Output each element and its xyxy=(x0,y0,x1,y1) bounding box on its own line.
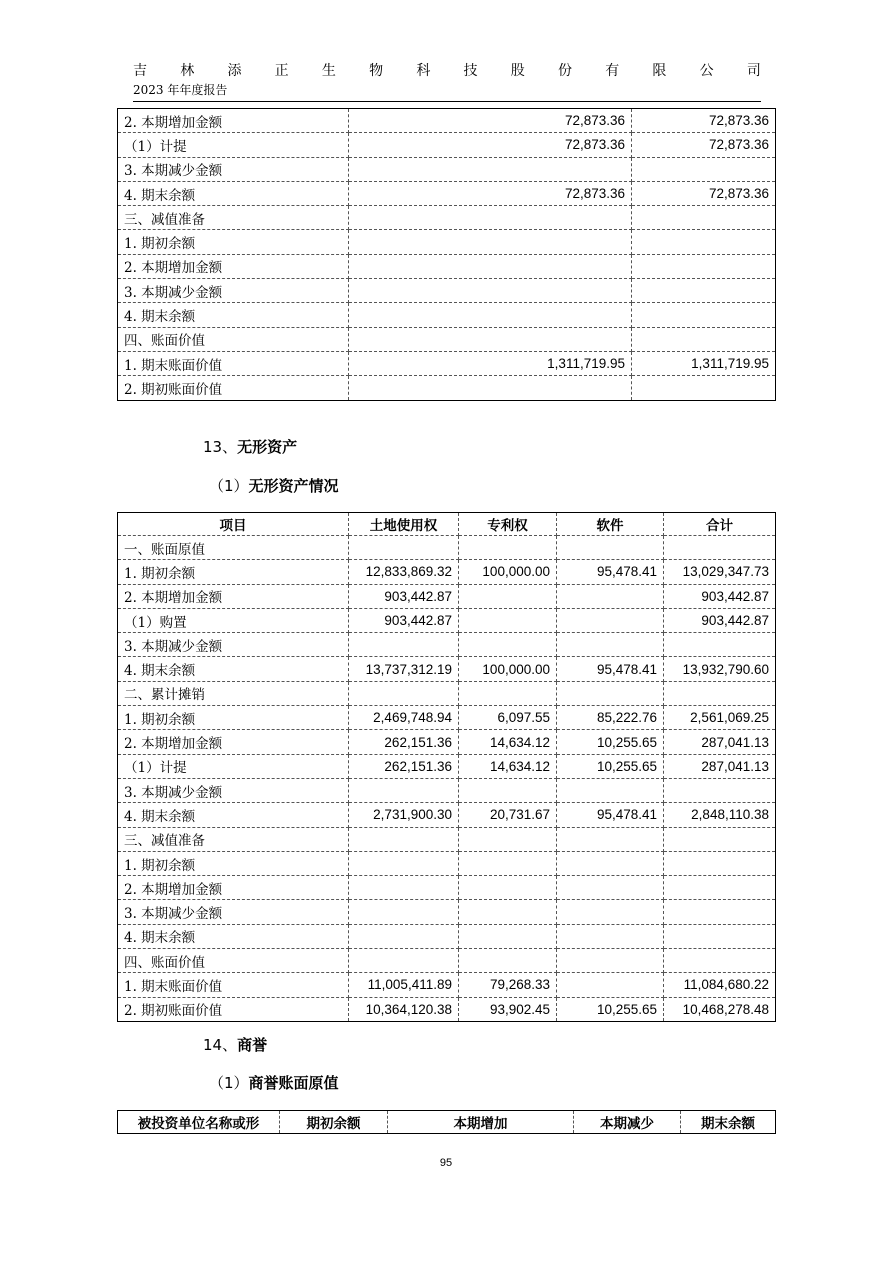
table-row xyxy=(118,133,776,157)
table-row xyxy=(118,876,776,900)
table-cell xyxy=(664,949,776,973)
table-cell: 72,873.36 xyxy=(632,133,776,157)
row-label: 2. 本期增加金额 xyxy=(118,109,349,133)
table-cell: 95,478.41 xyxy=(557,560,664,584)
table-cell xyxy=(349,327,632,351)
table-cell xyxy=(349,279,632,303)
table-cell xyxy=(459,851,557,875)
table-row xyxy=(118,206,776,230)
table-cell xyxy=(664,681,776,705)
table-cell: 20,731.67 xyxy=(459,803,557,827)
row-label: 2. 本期增加金额 xyxy=(118,584,349,608)
table-cell xyxy=(349,303,632,327)
fixed-asset-table-continued xyxy=(117,108,776,401)
table-row xyxy=(118,851,776,875)
row-label: 4. 期末余额 xyxy=(118,657,349,681)
row-label: 四、账面价值 xyxy=(118,949,349,973)
row-label: 4. 期末余额 xyxy=(118,924,349,948)
row-label: 3. 本期减少金额 xyxy=(118,778,349,802)
goodwill-table xyxy=(117,1110,776,1134)
table-cell xyxy=(557,778,664,802)
row-label: 2. 期初账面价值 xyxy=(118,376,349,400)
table-row xyxy=(118,254,776,278)
row-label: 1. 期初余额 xyxy=(118,560,349,584)
table-row xyxy=(118,706,776,730)
table-row xyxy=(118,109,776,133)
table-cell: 10,468,278.48 xyxy=(664,997,776,1021)
row-label: 2. 本期增加金额 xyxy=(118,730,349,754)
section-13-1-heading: （1）无形资产情况 xyxy=(209,477,339,495)
row-label: 三、减值准备 xyxy=(118,206,349,230)
company-char: 科 xyxy=(416,63,431,79)
column-header: 项目 xyxy=(118,513,349,536)
table-cell: 79,268.33 xyxy=(459,973,557,997)
table-row xyxy=(118,657,776,681)
table-row xyxy=(118,181,776,205)
report-title: 2023 年年度报告 xyxy=(133,83,228,97)
table-cell xyxy=(349,230,632,254)
table-header-row xyxy=(118,1111,776,1134)
table-cell: 903,442.87 xyxy=(664,584,776,608)
page-number: 95 xyxy=(439,1157,453,1169)
table-cell: 72,873.36 xyxy=(632,109,776,133)
table-header-row xyxy=(118,513,776,536)
table-row xyxy=(118,973,776,997)
table-cell xyxy=(664,827,776,851)
company-char: 正 xyxy=(274,63,289,79)
table-cell: 262,151.36 xyxy=(349,730,459,754)
row-label: 1. 期初余额 xyxy=(118,230,349,254)
row-label: 四、账面价值 xyxy=(118,327,349,351)
table-cell: 6,097.55 xyxy=(459,706,557,730)
table-cell: 72,873.36 xyxy=(349,181,632,205)
table-row xyxy=(118,608,776,632)
table-cell xyxy=(632,303,776,327)
row-label: （1）计提 xyxy=(118,754,349,778)
table-cell: 14,634.12 xyxy=(459,754,557,778)
table-cell xyxy=(664,900,776,924)
table-cell xyxy=(664,536,776,560)
row-label: 2. 期初账面价值 xyxy=(118,997,349,1021)
table-cell xyxy=(459,778,557,802)
table-cell xyxy=(459,584,557,608)
table-row xyxy=(118,827,776,851)
table-row xyxy=(118,157,776,181)
table-row xyxy=(118,230,776,254)
table-cell xyxy=(664,924,776,948)
header-rule xyxy=(133,101,761,102)
table-row xyxy=(118,730,776,754)
column-header: 本期减少 xyxy=(574,1111,681,1134)
table-cell xyxy=(459,949,557,973)
table-cell xyxy=(349,949,459,973)
column-header: 本期增加 xyxy=(388,1111,574,1134)
company-char: 限 xyxy=(652,63,667,79)
table-cell: 10,255.65 xyxy=(557,997,664,1021)
table-cell xyxy=(349,206,632,230)
table-cell xyxy=(459,876,557,900)
table-cell: 903,442.87 xyxy=(664,608,776,632)
table-cell: 14,634.12 xyxy=(459,730,557,754)
table-cell xyxy=(349,681,459,705)
table-cell xyxy=(557,876,664,900)
table-cell: 13,029,347.73 xyxy=(664,560,776,584)
company-name xyxy=(133,62,761,80)
column-header: 专利权 xyxy=(459,513,557,536)
row-label: 2. 本期增加金额 xyxy=(118,254,349,278)
table-cell xyxy=(557,584,664,608)
company-char: 添 xyxy=(227,63,242,79)
table-row xyxy=(118,279,776,303)
table-row xyxy=(118,584,776,608)
table-cell: 2,731,900.30 xyxy=(349,803,459,827)
column-header: 被投资单位名称或形 xyxy=(118,1111,280,1134)
table-cell: 10,255.65 xyxy=(557,730,664,754)
table-cell xyxy=(459,924,557,948)
table-row xyxy=(118,351,776,375)
company-char: 林 xyxy=(180,63,195,79)
table-cell: 903,442.87 xyxy=(349,608,459,632)
table-row xyxy=(118,924,776,948)
table-cell: 903,442.87 xyxy=(349,584,459,608)
row-label: （1）购置 xyxy=(118,608,349,632)
table-cell xyxy=(349,900,459,924)
table-row xyxy=(118,303,776,327)
row-label: 3. 本期减少金额 xyxy=(118,279,349,303)
table-cell: 100,000.00 xyxy=(459,560,557,584)
table-row xyxy=(118,376,776,400)
column-header: 期初余额 xyxy=(280,1111,388,1134)
table-cell: 13,737,312.19 xyxy=(349,657,459,681)
row-label: 1. 期末账面价值 xyxy=(118,351,349,375)
column-header: 软件 xyxy=(557,513,664,536)
table-cell: 72,873.36 xyxy=(632,181,776,205)
table-cell: 95,478.41 xyxy=(557,657,664,681)
row-label: 4. 期末余额 xyxy=(118,181,349,205)
row-label: 1. 期初余额 xyxy=(118,706,349,730)
row-label: 一、账面原值 xyxy=(118,536,349,560)
table-cell xyxy=(557,827,664,851)
table-cell: 1,311,719.95 xyxy=(632,351,776,375)
table-cell xyxy=(459,827,557,851)
table-cell xyxy=(664,778,776,802)
row-label: 三、减值准备 xyxy=(118,827,349,851)
table-cell xyxy=(557,681,664,705)
company-char: 份 xyxy=(557,63,572,79)
row-label: 3. 本期减少金额 xyxy=(118,633,349,657)
table-cell xyxy=(349,827,459,851)
table-cell xyxy=(557,949,664,973)
table-cell xyxy=(557,900,664,924)
table-cell xyxy=(459,608,557,632)
table-row xyxy=(118,997,776,1021)
table-cell: 262,151.36 xyxy=(349,754,459,778)
row-label: 二、累计摊销 xyxy=(118,681,349,705)
section-14-heading: 14、商誉 xyxy=(203,1036,268,1054)
row-label: 1. 期末账面价值 xyxy=(118,973,349,997)
section-14-1-heading: （1）商誉账面原值 xyxy=(209,1074,339,1092)
intangible-assets-table xyxy=(117,512,776,1022)
table-row xyxy=(118,900,776,924)
table-cell: 287,041.13 xyxy=(664,754,776,778)
section-13-heading: 13、无形资产 xyxy=(203,438,298,456)
row-label: 3. 本期减少金额 xyxy=(118,900,349,924)
table-cell xyxy=(557,536,664,560)
table-row xyxy=(118,560,776,584)
table-row xyxy=(118,949,776,973)
table-cell: 72,873.36 xyxy=(349,109,632,133)
table-cell: 11,084,680.22 xyxy=(664,973,776,997)
column-header: 土地使用权 xyxy=(349,513,459,536)
table-row xyxy=(118,536,776,560)
table-cell xyxy=(459,681,557,705)
table-cell xyxy=(632,376,776,400)
table-cell xyxy=(557,973,664,997)
row-label: 4. 期末余额 xyxy=(118,303,349,327)
table-cell xyxy=(349,536,459,560)
table-cell xyxy=(349,633,459,657)
table-cell: 10,255.65 xyxy=(557,754,664,778)
table-row xyxy=(118,803,776,827)
table-row xyxy=(118,754,776,778)
table-cell xyxy=(349,254,632,278)
table-cell xyxy=(557,633,664,657)
company-char: 生 xyxy=(321,63,336,79)
table-cell xyxy=(349,876,459,900)
table-cell xyxy=(632,206,776,230)
table-cell: 13,932,790.60 xyxy=(664,657,776,681)
table-cell xyxy=(349,778,459,802)
column-header: 合计 xyxy=(664,513,776,536)
table-cell: 287,041.13 xyxy=(664,730,776,754)
table-cell xyxy=(632,254,776,278)
row-label: 4. 期末余额 xyxy=(118,803,349,827)
table-cell xyxy=(557,608,664,632)
table-cell xyxy=(664,876,776,900)
table-cell: 100,000.00 xyxy=(459,657,557,681)
table-row xyxy=(118,681,776,705)
page-header xyxy=(133,62,761,98)
table-cell: 11,005,411.89 xyxy=(349,973,459,997)
table-cell xyxy=(664,633,776,657)
table-cell: 93,902.45 xyxy=(459,997,557,1021)
table-cell xyxy=(664,851,776,875)
table-row xyxy=(118,778,776,802)
table-cell xyxy=(349,851,459,875)
row-label: 2. 本期增加金额 xyxy=(118,876,349,900)
table-cell: 1,311,719.95 xyxy=(349,351,632,375)
table-row xyxy=(118,633,776,657)
table-cell: 10,364,120.38 xyxy=(349,997,459,1021)
table-cell xyxy=(459,633,557,657)
table-cell: 2,469,748.94 xyxy=(349,706,459,730)
table-cell: 95,478.41 xyxy=(557,803,664,827)
table-cell xyxy=(459,536,557,560)
company-char: 有 xyxy=(605,63,620,79)
table-cell xyxy=(557,851,664,875)
company-char: 股 xyxy=(510,63,525,79)
company-char: 技 xyxy=(463,63,478,79)
table-cell xyxy=(632,327,776,351)
column-header: 期末余额 xyxy=(681,1111,776,1134)
table-cell: 2,561,069.25 xyxy=(664,706,776,730)
table-cell: 12,833,869.32 xyxy=(349,560,459,584)
table-cell: 2,848,110.38 xyxy=(664,803,776,827)
table-cell xyxy=(557,924,664,948)
table-cell xyxy=(632,279,776,303)
table-cell xyxy=(349,376,632,400)
company-char: 公 xyxy=(699,63,714,79)
table-cell xyxy=(632,230,776,254)
table-cell xyxy=(459,900,557,924)
row-label: 1. 期初余额 xyxy=(118,851,349,875)
table-cell xyxy=(632,157,776,181)
company-char: 物 xyxy=(369,63,384,79)
company-char: 吉 xyxy=(133,63,147,79)
company-char: 司 xyxy=(746,63,761,79)
row-label: （1）计提 xyxy=(118,133,349,157)
row-label: 3. 本期减少金额 xyxy=(118,157,349,181)
table-cell: 72,873.36 xyxy=(349,133,632,157)
table-row xyxy=(118,327,776,351)
table-cell: 85,222.76 xyxy=(557,706,664,730)
table-cell xyxy=(349,157,632,181)
table-cell xyxy=(349,924,459,948)
